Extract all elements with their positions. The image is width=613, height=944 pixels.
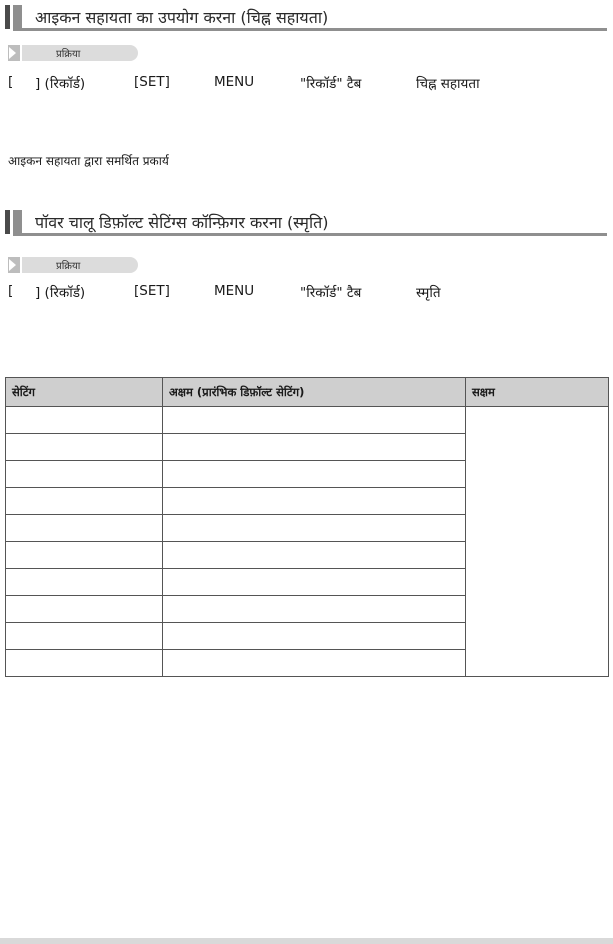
section-heading-memory [5,210,607,236]
header-enabled: सक्षम [466,378,609,407]
step-record-tab: "रिकॉर्ड" टैब [300,285,362,301]
procedure-steps [8,283,608,303]
step-bracket-open: [ [8,74,14,90]
heading-marker [5,210,10,234]
step-set: [SET] [134,283,170,299]
supported-functions-text: आइकन सहायता द्वारा समर्थित प्रकार्य [8,154,169,168]
header-setting: सेटिंग [6,378,163,407]
heading-marker-light [13,210,22,234]
heading-marker [5,5,10,29]
section-title: आइकन सहायता का उपयोग करना (चिह्न सहायता) [35,8,329,27]
step-memory: स्मृति [416,285,441,301]
procedure-label: प्रक्रिया [56,261,81,272]
section-title: पॉवर चालू डिफ़ॉल्ट सेटिंग्स कॉन्फ़िगर करना (स्मृति) [35,213,329,232]
step-icon-assist: चिह्न सहायता [416,76,480,92]
heading-underline [13,233,607,236]
step-bracket-open: [ [8,283,14,299]
step-record: ] (रिकॉर्ड) [35,285,86,301]
step-set: [SET] [134,74,170,90]
heading-underline [13,28,607,31]
memory-settings-table [5,377,609,677]
play-arrow-icon [9,47,16,59]
section-heading-icon-assist [5,5,607,31]
procedure-label: प्रक्रिया [56,49,81,60]
table-header-row [6,378,609,407]
table-row [6,407,609,434]
procedure-badge [8,45,138,61]
play-arrow-icon [9,259,16,271]
step-record: ] (रिकॉर्ड) [35,76,86,92]
step-menu: MENU [214,283,255,299]
step-record-tab: "रिकॉर्ड" टैब [300,76,362,92]
procedure-badge [8,257,138,273]
header-disabled: अक्षम (प्रारंभिक डिफ़ॉल्ट सेटिंग) [163,378,466,407]
heading-marker-light [13,5,22,29]
page-footer-bar [0,938,613,944]
enabled-merged-cell [466,407,609,677]
step-menu: MENU [214,74,255,90]
procedure-steps [8,74,608,94]
